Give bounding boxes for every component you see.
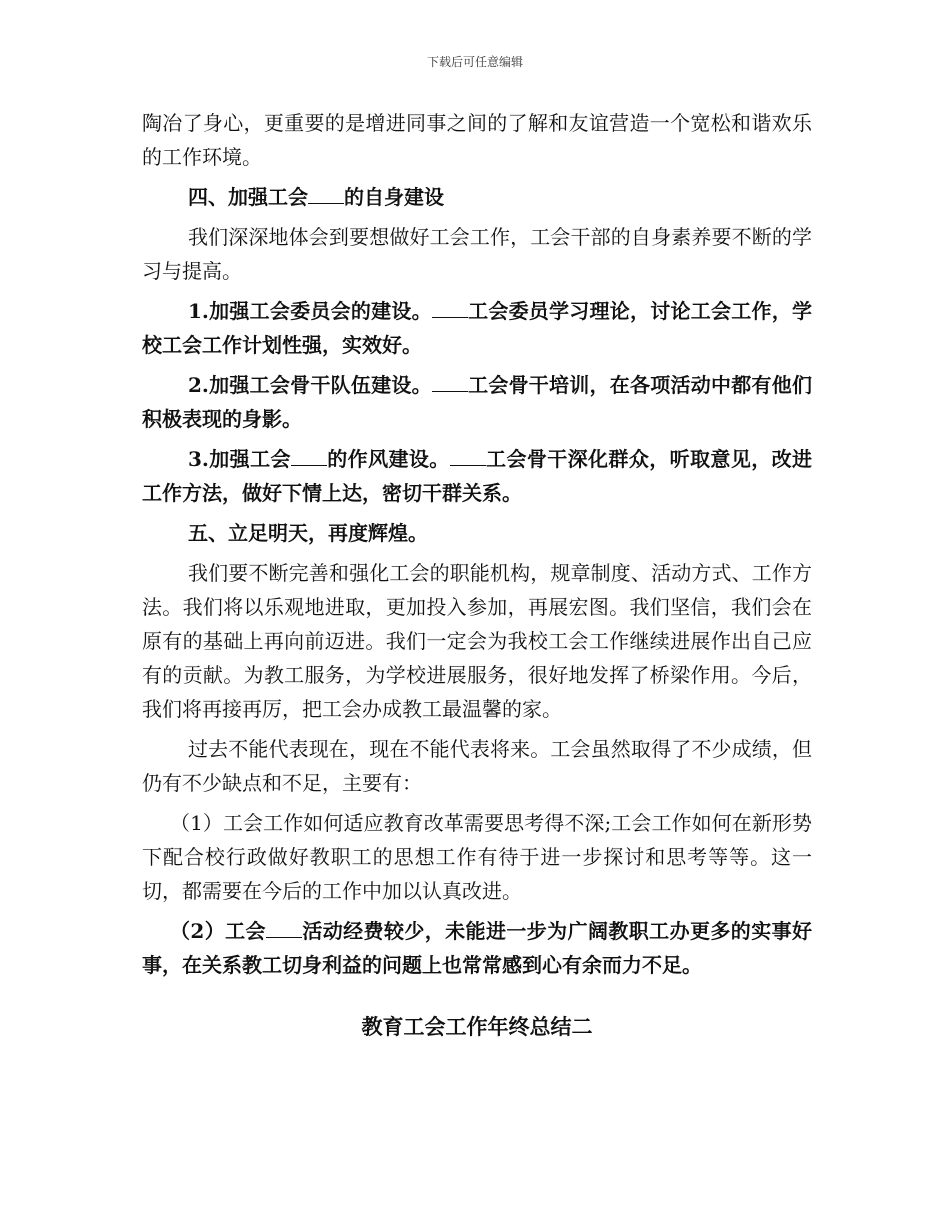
item-text: 活动经费较少，未能进一步为广阔教职工办更多的实事好事，在关系教工切身利益的问题上也常常感到心有余而力不足。 (142, 919, 813, 977)
item-text: 2.加强工会骨干队伍建设。 (188, 373, 432, 397)
heading-section-five: 五、立足明天，再度辉煌。 (188, 521, 428, 545)
item-text: 1.加强工会委员会的建设。 (188, 299, 432, 323)
section-title: 教育工会工作年终总结二 (361, 1014, 593, 1039)
blank-underline (266, 919, 302, 938)
item-text: 工会骨干培训，在各项活动中都有他们积极表现的身影。 (142, 373, 812, 431)
page-header-note: 下载后可任意编辑 (426, 55, 523, 69)
blank-underline (291, 447, 327, 466)
paragraph-self-building: 我们深深地体会到要想做好工会工作，工会干部的自身素养要不断的学习与提高。 (142, 225, 812, 283)
shortcoming-one: （1）工会工作如何适应教育改革需要思考得不深;工会工作如何在新形势下配合校行政做好教职工的思想工作有待于进一步探讨和思考等等。这一切，都需要在今后的工作中加以认真改进。 (142, 811, 812, 903)
item-text: （2）工会 (170, 919, 266, 943)
shortcoming-two (142, 914, 812, 982)
paragraph-shortcomings-intro: 过去不能代表现在，现在不能代表将来。工会虽然取得了不少成绩，但仍有不少缺点和不足，主要有： (142, 737, 812, 795)
heading-text: 的自身建设 (344, 185, 444, 209)
blank-underline (308, 185, 344, 204)
blank-underline (450, 447, 486, 466)
document-body (142, 106, 812, 1044)
item-text: 3.加强工会 (188, 447, 291, 471)
paragraph-future-plans: 我们要不断完善和强化工会的职能机构，规章制度、活动方式、工作方法。我们将以乐观地进取，更加投入参加，再展宏图。我们坚信，我们会在原有的基础上再向前迈进。我们一定会为我校工会工作继续进展作出自己应有的贡献。为教工服务，为学校进展服务，很好地发挥了桥梁作用。今后，我们将再接再厉，把工会办成教工最温馨的家。 (142, 561, 812, 721)
heading-section-four (142, 180, 812, 214)
blank-underline (432, 299, 468, 318)
item-one (142, 294, 812, 362)
blank-underline (432, 373, 468, 392)
item-three (142, 442, 812, 510)
item-text: 工会委员学习理论，讨论工会工作，学校工会工作计划性强，实效好。 (142, 299, 812, 357)
item-two (142, 368, 812, 436)
item-text: 的作风建设。 (326, 447, 450, 471)
paragraph-continued: 陶冶了身心，更重要的是增进同事之间的了解和友谊营造一个宽松和谐欢乐的工作环境。 (142, 111, 812, 169)
item-text: 工会骨干深化群众，听取意见，改进工作方法，做好下情上达，密切干群关系。 (142, 447, 813, 505)
heading-text: 四、加强工会 (188, 185, 308, 209)
